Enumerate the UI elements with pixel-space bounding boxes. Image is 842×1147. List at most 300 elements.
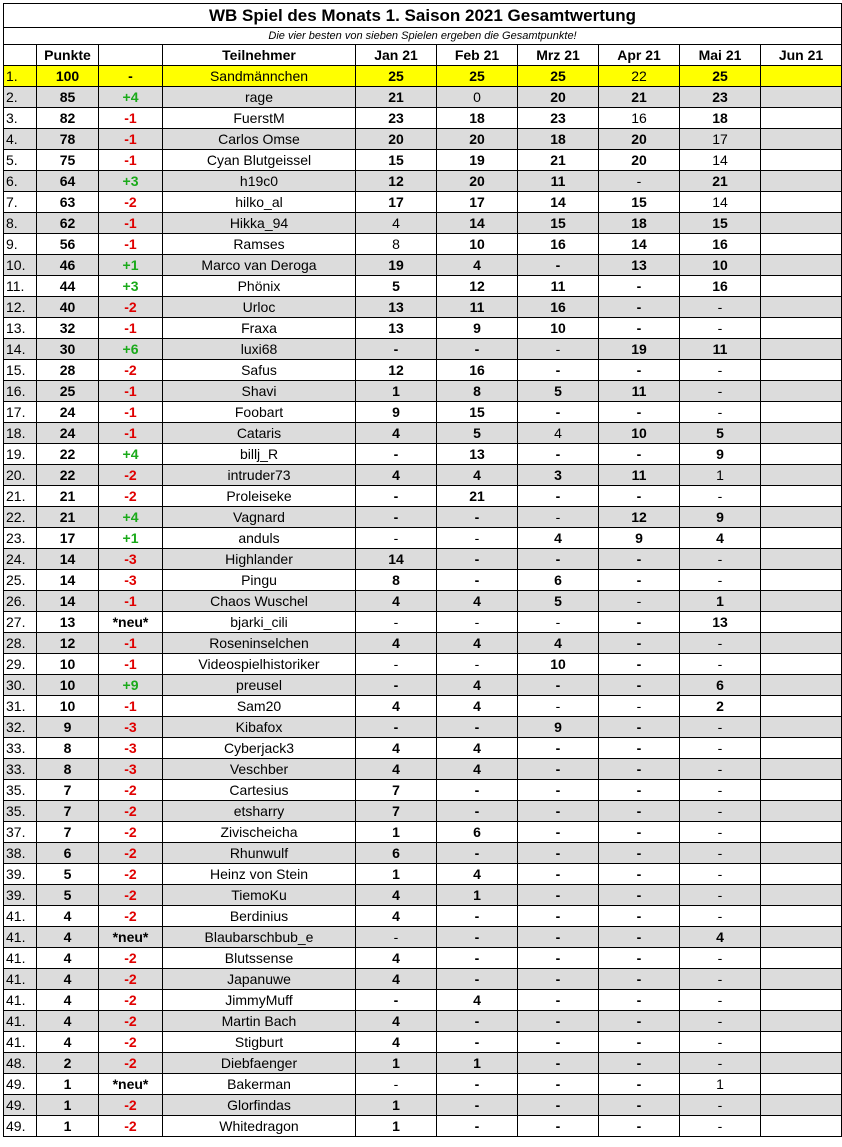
score-mai: - bbox=[680, 864, 761, 885]
rank-cell: 13. bbox=[4, 318, 37, 339]
score-mai: 10 bbox=[680, 255, 761, 276]
participant-name: Foobart bbox=[163, 402, 356, 423]
participant-name: Cartesius bbox=[163, 780, 356, 801]
participant-name: TiemoKu bbox=[163, 885, 356, 906]
participant-name: Videospielhistoriker bbox=[163, 654, 356, 675]
participant-name: Rhunwulf bbox=[163, 843, 356, 864]
score-jan: 25 bbox=[356, 66, 437, 87]
participant-name: Heinz von Stein bbox=[163, 864, 356, 885]
table-row bbox=[4, 1074, 842, 1095]
participant-name: Kibafox bbox=[163, 717, 356, 738]
rank-cell: 41. bbox=[4, 906, 37, 927]
score-jan: 21 bbox=[356, 87, 437, 108]
points-cell: 4 bbox=[37, 906, 99, 927]
participant-name: Diebfaenger bbox=[163, 1053, 356, 1074]
points-cell: 9 bbox=[37, 717, 99, 738]
points-cell: 4 bbox=[37, 969, 99, 990]
score-jun bbox=[761, 66, 842, 87]
score-jan: 19 bbox=[356, 255, 437, 276]
rank-cell: 30. bbox=[4, 675, 37, 696]
score-mrz: 23 bbox=[518, 108, 599, 129]
score-feb: - bbox=[437, 570, 518, 591]
score-jun bbox=[761, 381, 842, 402]
rank-cell: 37. bbox=[4, 822, 37, 843]
standings-table bbox=[3, 3, 842, 1137]
score-feb: 4 bbox=[437, 864, 518, 885]
score-apr: - bbox=[599, 696, 680, 717]
score-mai: - bbox=[680, 549, 761, 570]
points-cell: 24 bbox=[37, 402, 99, 423]
points-cell: 46 bbox=[37, 255, 99, 276]
score-jan: 4 bbox=[356, 696, 437, 717]
score-mrz: 4 bbox=[518, 423, 599, 444]
score-feb: 4 bbox=[437, 633, 518, 654]
participant-name: Stigburt bbox=[163, 1032, 356, 1053]
score-apr: 20 bbox=[599, 150, 680, 171]
participant-name: Fraxa bbox=[163, 318, 356, 339]
score-jan: 20 bbox=[356, 129, 437, 150]
rank-cell: 31. bbox=[4, 696, 37, 717]
score-jun bbox=[761, 297, 842, 318]
score-apr: - bbox=[599, 486, 680, 507]
score-apr: - bbox=[599, 402, 680, 423]
score-mai: - bbox=[680, 570, 761, 591]
rank-cell: 49. bbox=[4, 1095, 37, 1116]
score-jan: 1 bbox=[356, 381, 437, 402]
score-mrz: 9 bbox=[518, 717, 599, 738]
score-mai: 15 bbox=[680, 213, 761, 234]
change-cell: +3 bbox=[99, 276, 163, 297]
score-mai: 17 bbox=[680, 129, 761, 150]
change-cell: -2 bbox=[99, 1011, 163, 1032]
change-cell: -2 bbox=[99, 843, 163, 864]
score-mai: - bbox=[680, 654, 761, 675]
score-feb: - bbox=[437, 1011, 518, 1032]
score-mai: 13 bbox=[680, 612, 761, 633]
score-mrz: - bbox=[518, 696, 599, 717]
score-mai: - bbox=[680, 486, 761, 507]
header-apr: Apr 21 bbox=[599, 45, 680, 66]
score-mrz: 16 bbox=[518, 297, 599, 318]
rank-cell: 41. bbox=[4, 969, 37, 990]
score-jan: 17 bbox=[356, 192, 437, 213]
points-cell: 14 bbox=[37, 591, 99, 612]
points-cell: 10 bbox=[37, 675, 99, 696]
score-feb: - bbox=[437, 801, 518, 822]
score-jan: - bbox=[356, 990, 437, 1011]
score-feb: 4 bbox=[437, 255, 518, 276]
header-row bbox=[4, 45, 842, 66]
score-jan: 4 bbox=[356, 948, 437, 969]
score-jan: - bbox=[356, 444, 437, 465]
score-mai: 18 bbox=[680, 108, 761, 129]
score-jan: 12 bbox=[356, 171, 437, 192]
score-apr: - bbox=[599, 864, 680, 885]
score-jan: 4 bbox=[356, 213, 437, 234]
score-mrz: - bbox=[518, 759, 599, 780]
participant-name: Veschber bbox=[163, 759, 356, 780]
participant-name: Chaos Wuschel bbox=[163, 591, 356, 612]
score-mrz: 5 bbox=[518, 591, 599, 612]
score-jan: 7 bbox=[356, 780, 437, 801]
table-row bbox=[4, 990, 842, 1011]
change-cell: -2 bbox=[99, 360, 163, 381]
score-apr: 12 bbox=[599, 507, 680, 528]
participant-name: Safus bbox=[163, 360, 356, 381]
score-apr: - bbox=[599, 633, 680, 654]
rank-cell: 24. bbox=[4, 549, 37, 570]
participant-name: h19c0 bbox=[163, 171, 356, 192]
change-cell: -2 bbox=[99, 969, 163, 990]
participant-name: etsharry bbox=[163, 801, 356, 822]
rank-cell: 41. bbox=[4, 990, 37, 1011]
change-cell: -3 bbox=[99, 738, 163, 759]
points-cell: 63 bbox=[37, 192, 99, 213]
score-jun bbox=[761, 570, 842, 591]
participant-name: Shavi bbox=[163, 381, 356, 402]
score-jun bbox=[761, 1053, 842, 1074]
score-jan: 13 bbox=[356, 318, 437, 339]
participant-name: anduls bbox=[163, 528, 356, 549]
score-feb: - bbox=[437, 927, 518, 948]
score-apr: - bbox=[599, 969, 680, 990]
score-feb: 25 bbox=[437, 66, 518, 87]
score-feb: 14 bbox=[437, 213, 518, 234]
score-apr: 13 bbox=[599, 255, 680, 276]
score-mrz: 25 bbox=[518, 66, 599, 87]
points-cell: 24 bbox=[37, 423, 99, 444]
score-apr: - bbox=[599, 549, 680, 570]
score-apr: - bbox=[599, 1032, 680, 1053]
rank-cell: 11. bbox=[4, 276, 37, 297]
change-cell: -2 bbox=[99, 801, 163, 822]
table-row bbox=[4, 402, 842, 423]
change-cell: *neu* bbox=[99, 612, 163, 633]
points-cell: 4 bbox=[37, 1032, 99, 1053]
rank-cell: 41. bbox=[4, 1032, 37, 1053]
score-mrz: - bbox=[518, 885, 599, 906]
score-feb: - bbox=[437, 843, 518, 864]
score-apr: 14 bbox=[599, 234, 680, 255]
rank-cell: 6. bbox=[4, 171, 37, 192]
score-feb: 16 bbox=[437, 360, 518, 381]
score-feb: 1 bbox=[437, 1053, 518, 1074]
change-cell: -2 bbox=[99, 486, 163, 507]
score-jun bbox=[761, 444, 842, 465]
points-cell: 8 bbox=[37, 738, 99, 759]
score-jun bbox=[761, 192, 842, 213]
points-cell: 10 bbox=[37, 654, 99, 675]
score-jun bbox=[761, 906, 842, 927]
score-feb: - bbox=[437, 1095, 518, 1116]
score-jun bbox=[761, 885, 842, 906]
points-cell: 21 bbox=[37, 507, 99, 528]
score-jun bbox=[761, 738, 842, 759]
score-jan: 1 bbox=[356, 864, 437, 885]
score-apr: - bbox=[599, 906, 680, 927]
score-mrz: 11 bbox=[518, 276, 599, 297]
participant-name: Urloc bbox=[163, 297, 356, 318]
points-cell: 85 bbox=[37, 87, 99, 108]
score-mrz: - bbox=[518, 486, 599, 507]
score-mai: 14 bbox=[680, 192, 761, 213]
score-jun bbox=[761, 864, 842, 885]
score-feb: 4 bbox=[437, 696, 518, 717]
score-mai: 1 bbox=[680, 591, 761, 612]
points-cell: 44 bbox=[37, 276, 99, 297]
score-jan: 15 bbox=[356, 150, 437, 171]
participant-name: preusel bbox=[163, 675, 356, 696]
rank-cell: 49. bbox=[4, 1116, 37, 1137]
table-row bbox=[4, 948, 842, 969]
points-cell: 4 bbox=[37, 927, 99, 948]
score-jan: - bbox=[356, 717, 437, 738]
score-apr: - bbox=[599, 1053, 680, 1074]
header-participant: Teilnehmer bbox=[163, 45, 356, 66]
score-apr: - bbox=[599, 843, 680, 864]
participant-name: Blutssense bbox=[163, 948, 356, 969]
table-row bbox=[4, 843, 842, 864]
score-jan: 4 bbox=[356, 906, 437, 927]
change-cell: +4 bbox=[99, 87, 163, 108]
participant-name: Blaubarschbub_e bbox=[163, 927, 356, 948]
participant-name: Cataris bbox=[163, 423, 356, 444]
score-mai: - bbox=[680, 1032, 761, 1053]
score-apr: 20 bbox=[599, 129, 680, 150]
score-apr: - bbox=[599, 654, 680, 675]
participant-name: Vagnard bbox=[163, 507, 356, 528]
score-apr: - bbox=[599, 318, 680, 339]
score-mrz: - bbox=[518, 507, 599, 528]
score-jan: 1 bbox=[356, 1053, 437, 1074]
title-row bbox=[4, 4, 842, 28]
score-mai: - bbox=[680, 633, 761, 654]
table-row bbox=[4, 801, 842, 822]
score-jun bbox=[761, 1011, 842, 1032]
table-row bbox=[4, 885, 842, 906]
score-feb: 4 bbox=[437, 675, 518, 696]
rank-cell: 39. bbox=[4, 885, 37, 906]
score-jan: 4 bbox=[356, 1011, 437, 1032]
score-apr: - bbox=[599, 444, 680, 465]
score-apr: - bbox=[599, 612, 680, 633]
participant-name: Glorfindas bbox=[163, 1095, 356, 1116]
score-mrz: - bbox=[518, 549, 599, 570]
score-apr: - bbox=[599, 297, 680, 318]
score-mrz: 10 bbox=[518, 318, 599, 339]
change-cell: -2 bbox=[99, 780, 163, 801]
score-jan: 4 bbox=[356, 633, 437, 654]
score-feb: - bbox=[437, 1074, 518, 1095]
rank-cell: 16. bbox=[4, 381, 37, 402]
score-feb: 4 bbox=[437, 591, 518, 612]
score-mrz: - bbox=[518, 1053, 599, 1074]
score-jan: 4 bbox=[356, 759, 437, 780]
participant-name: Phönix bbox=[163, 276, 356, 297]
score-feb: 4 bbox=[437, 759, 518, 780]
table-row bbox=[4, 444, 842, 465]
table-row bbox=[4, 66, 842, 87]
standings-body bbox=[4, 66, 842, 1137]
score-mrz: - bbox=[518, 444, 599, 465]
score-jun bbox=[761, 150, 842, 171]
score-mrz: - bbox=[518, 402, 599, 423]
score-mai: - bbox=[680, 990, 761, 1011]
points-cell: 28 bbox=[37, 360, 99, 381]
rank-cell: 12. bbox=[4, 297, 37, 318]
score-apr: - bbox=[599, 717, 680, 738]
score-mrz: 4 bbox=[518, 528, 599, 549]
score-feb: 13 bbox=[437, 444, 518, 465]
score-jan: 23 bbox=[356, 108, 437, 129]
score-mai: - bbox=[680, 318, 761, 339]
score-jun bbox=[761, 87, 842, 108]
table-row bbox=[4, 234, 842, 255]
score-feb: 20 bbox=[437, 171, 518, 192]
score-jan: - bbox=[356, 528, 437, 549]
rank-cell: 7. bbox=[4, 192, 37, 213]
rank-cell: 41. bbox=[4, 948, 37, 969]
participant-name: Proleiseke bbox=[163, 486, 356, 507]
points-cell: 8 bbox=[37, 759, 99, 780]
score-feb: 6 bbox=[437, 822, 518, 843]
points-cell: 21 bbox=[37, 486, 99, 507]
score-jun bbox=[761, 528, 842, 549]
change-cell: - bbox=[99, 66, 163, 87]
points-cell: 4 bbox=[37, 990, 99, 1011]
table-row bbox=[4, 129, 842, 150]
score-feb: 9 bbox=[437, 318, 518, 339]
points-cell: 22 bbox=[37, 465, 99, 486]
score-feb: 19 bbox=[437, 150, 518, 171]
score-jun bbox=[761, 402, 842, 423]
score-feb: 18 bbox=[437, 108, 518, 129]
score-jan: 4 bbox=[356, 423, 437, 444]
score-mai: 4 bbox=[680, 528, 761, 549]
change-cell: -3 bbox=[99, 717, 163, 738]
change-cell: -2 bbox=[99, 990, 163, 1011]
score-mrz: - bbox=[518, 780, 599, 801]
change-cell: -2 bbox=[99, 1053, 163, 1074]
score-feb: 0 bbox=[437, 87, 518, 108]
score-apr: - bbox=[599, 738, 680, 759]
change-cell: -2 bbox=[99, 465, 163, 486]
points-cell: 5 bbox=[37, 885, 99, 906]
score-mrz: - bbox=[518, 969, 599, 990]
table-row bbox=[4, 1053, 842, 1074]
score-jan: - bbox=[356, 612, 437, 633]
score-jan: - bbox=[356, 927, 437, 948]
score-mrz: - bbox=[518, 948, 599, 969]
score-mai: - bbox=[680, 1116, 761, 1137]
score-jun bbox=[761, 486, 842, 507]
score-jan: 6 bbox=[356, 843, 437, 864]
sheet-subtitle: Die vier besten von sieben Spielen ergeben die Gesamtpunkte! bbox=[4, 28, 842, 45]
rank-cell: 19. bbox=[4, 444, 37, 465]
score-jan: 4 bbox=[356, 969, 437, 990]
change-cell: -1 bbox=[99, 402, 163, 423]
score-jun bbox=[761, 948, 842, 969]
score-jan: 5 bbox=[356, 276, 437, 297]
score-mai: 5 bbox=[680, 423, 761, 444]
score-mrz: - bbox=[518, 1095, 599, 1116]
score-feb: - bbox=[437, 1032, 518, 1053]
score-feb: - bbox=[437, 612, 518, 633]
points-cell: 82 bbox=[37, 108, 99, 129]
score-jan: - bbox=[356, 507, 437, 528]
score-apr: - bbox=[599, 990, 680, 1011]
score-jun bbox=[761, 717, 842, 738]
change-cell: -2 bbox=[99, 1095, 163, 1116]
score-apr: - bbox=[599, 822, 680, 843]
score-jun bbox=[761, 255, 842, 276]
score-mai: - bbox=[680, 780, 761, 801]
score-jun bbox=[761, 1095, 842, 1116]
change-cell: -2 bbox=[99, 864, 163, 885]
change-cell: -1 bbox=[99, 696, 163, 717]
change-cell: -2 bbox=[99, 297, 163, 318]
score-jan: 1 bbox=[356, 1116, 437, 1137]
points-cell: 7 bbox=[37, 801, 99, 822]
table-row bbox=[4, 1032, 842, 1053]
score-mai: - bbox=[680, 822, 761, 843]
change-cell: +6 bbox=[99, 339, 163, 360]
score-mrz: 18 bbox=[518, 129, 599, 150]
score-apr: 21 bbox=[599, 87, 680, 108]
rank-cell: 41. bbox=[4, 927, 37, 948]
score-jun bbox=[761, 822, 842, 843]
rank-cell: 29. bbox=[4, 654, 37, 675]
score-feb: 4 bbox=[437, 738, 518, 759]
score-jan: 1 bbox=[356, 822, 437, 843]
participant-name: Berdinius bbox=[163, 906, 356, 927]
score-mrz: 16 bbox=[518, 234, 599, 255]
points-cell: 30 bbox=[37, 339, 99, 360]
score-mai: 25 bbox=[680, 66, 761, 87]
score-mrz: - bbox=[518, 927, 599, 948]
participant-name: luxi68 bbox=[163, 339, 356, 360]
rank-cell: 25. bbox=[4, 570, 37, 591]
points-cell: 1 bbox=[37, 1074, 99, 1095]
score-jan: 12 bbox=[356, 360, 437, 381]
score-jan: 1 bbox=[356, 1095, 437, 1116]
score-mrz: - bbox=[518, 906, 599, 927]
change-cell: -1 bbox=[99, 234, 163, 255]
score-feb: - bbox=[437, 717, 518, 738]
change-cell: -2 bbox=[99, 906, 163, 927]
change-cell: +1 bbox=[99, 528, 163, 549]
points-cell: 10 bbox=[37, 696, 99, 717]
score-feb: 11 bbox=[437, 297, 518, 318]
table-row bbox=[4, 549, 842, 570]
participant-name: intruder73 bbox=[163, 465, 356, 486]
score-mai: 23 bbox=[680, 87, 761, 108]
table-row bbox=[4, 360, 842, 381]
score-jan: - bbox=[356, 654, 437, 675]
score-feb: 21 bbox=[437, 486, 518, 507]
participant-name: bjarki_cili bbox=[163, 612, 356, 633]
change-cell: -2 bbox=[99, 885, 163, 906]
score-mrz: - bbox=[518, 255, 599, 276]
score-jan: 4 bbox=[356, 591, 437, 612]
score-jun bbox=[761, 276, 842, 297]
change-cell: -1 bbox=[99, 633, 163, 654]
score-jan: - bbox=[356, 339, 437, 360]
score-jan: 8 bbox=[356, 234, 437, 255]
score-apr: - bbox=[599, 360, 680, 381]
header-jan: Jan 21 bbox=[356, 45, 437, 66]
header-points: Punkte bbox=[37, 45, 99, 66]
